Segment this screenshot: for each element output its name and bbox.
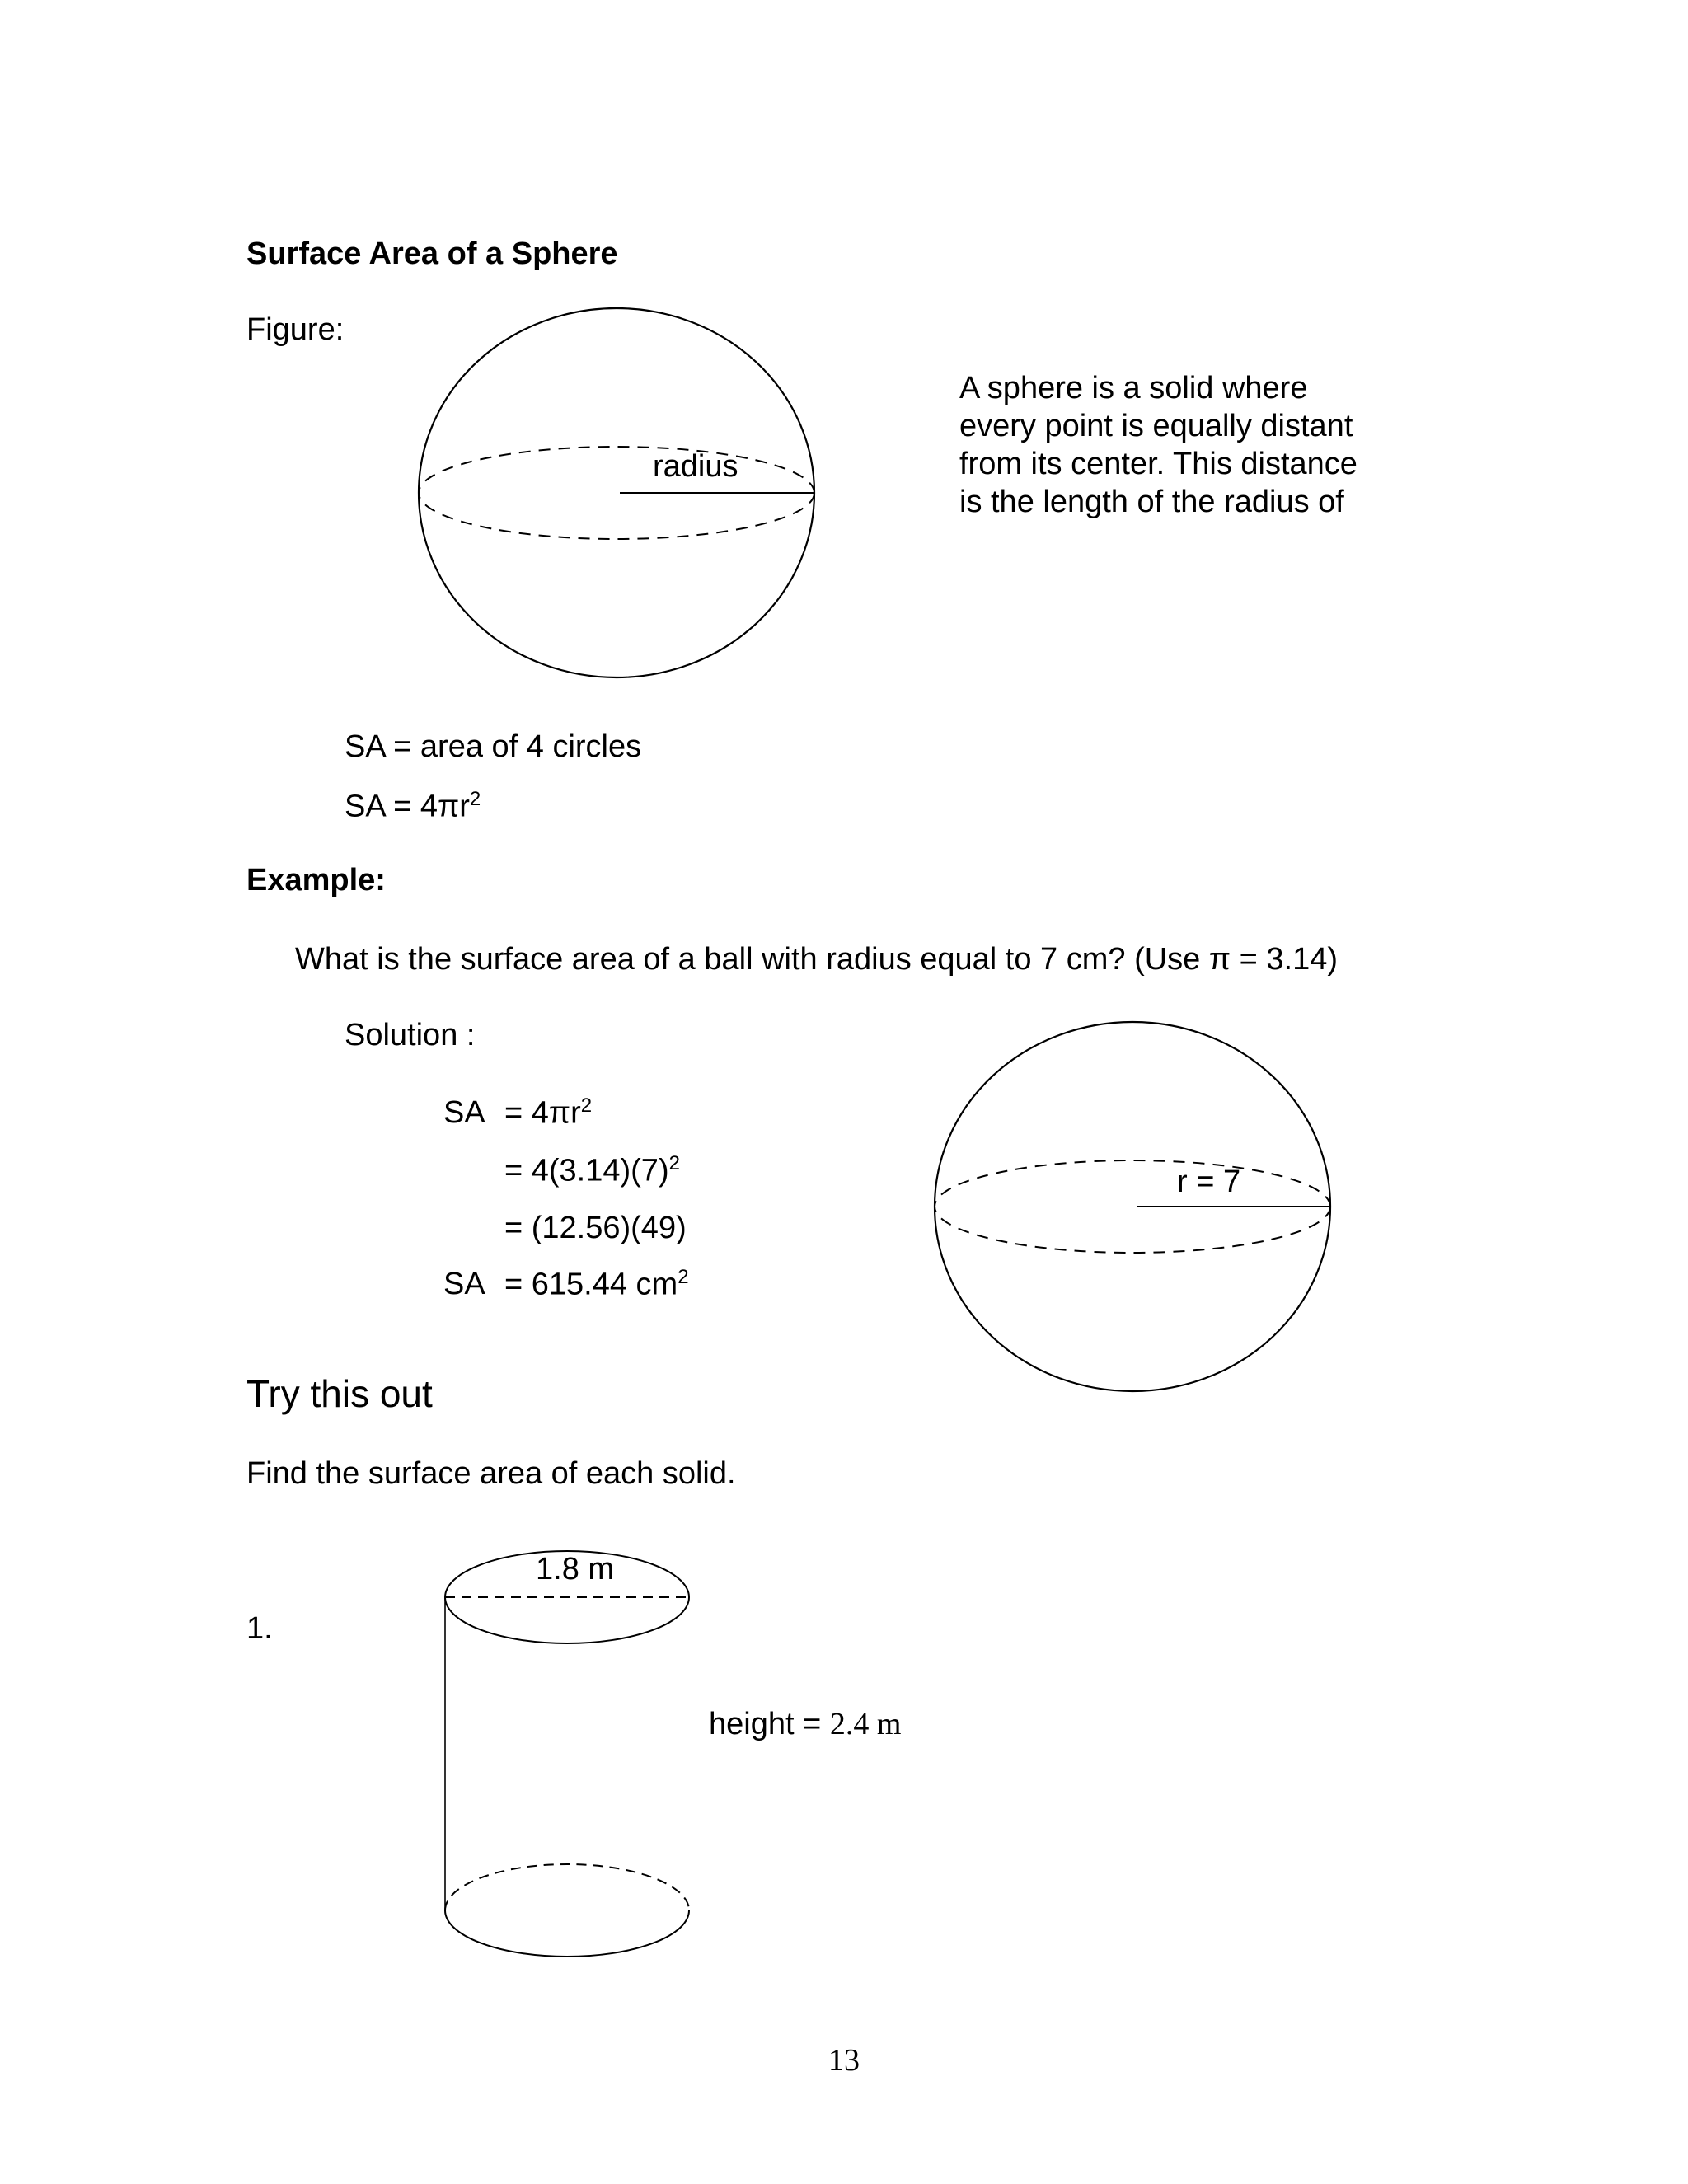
practice-heading: Try this out — [246, 1372, 433, 1415]
height-value: 2.4 m — [829, 1707, 902, 1741]
description-line: every point is equally distant — [959, 409, 1353, 443]
page-number: 13 — [828, 2043, 860, 2078]
solution-step-lhs: SA — [443, 1095, 485, 1130]
height-prefix: height = — [709, 1707, 830, 1741]
formula-text: SA = 4πr — [345, 789, 470, 824]
diameter-label: 1.8 m — [536, 1552, 615, 1586]
description-line: A sphere is a solid where — [959, 371, 1308, 405]
solution-step — [504, 1152, 680, 1190]
section-title: Surface Area of a Sphere — [246, 237, 618, 271]
figure-label: Figure: — [246, 312, 345, 347]
description-line: is the length of the radius of — [959, 485, 1344, 519]
solution-step-lhs: SA — [443, 1267, 485, 1301]
example-heading: Example: — [246, 863, 386, 898]
height-label — [709, 1706, 901, 1744]
solution-step-rhs: = 4πr — [504, 1095, 581, 1131]
cylinder-bottom-back — [445, 1864, 689, 1910]
solution-step-exponent: 2 — [580, 1094, 593, 1117]
solution-step — [504, 1266, 689, 1304]
practice-instruction: Find the surface area of each solid. — [246, 1456, 736, 1491]
cylinder-figure — [429, 1533, 709, 1978]
sphere-figure — [404, 297, 832, 692]
solution-step — [504, 1210, 687, 1248]
example-question: What is the surface area of a ball with radius equal to 7 cm? (Use π = 3.14) — [295, 942, 1339, 977]
solution-step-rhs: = 4(3.14)(7) — [504, 1153, 669, 1188]
formula-line-1: SA = area of 4 circles — [345, 729, 642, 764]
sphere-description — [959, 369, 1421, 521]
formula-exponent: 2 — [469, 788, 481, 810]
item-number: 1. — [246, 1611, 273, 1646]
solution-label: Solution : — [345, 1018, 476, 1052]
solution-step-rhs: = (12.56)(49) — [504, 1211, 687, 1245]
radius-label: radius — [653, 449, 738, 484]
solution-step — [504, 1094, 592, 1132]
radius-label: r = 7 — [1177, 1165, 1241, 1199]
example-sphere-figure — [920, 1010, 1348, 1406]
formula-line-2 — [345, 788, 481, 826]
solution-step-rhs: = 615.44 cm — [504, 1267, 678, 1302]
cylinder-bottom-front — [445, 1910, 689, 1957]
description-line: from its center. This distance — [959, 447, 1357, 481]
solution-step-exponent: 2 — [678, 1266, 689, 1288]
solution-step-exponent: 2 — [668, 1152, 680, 1174]
